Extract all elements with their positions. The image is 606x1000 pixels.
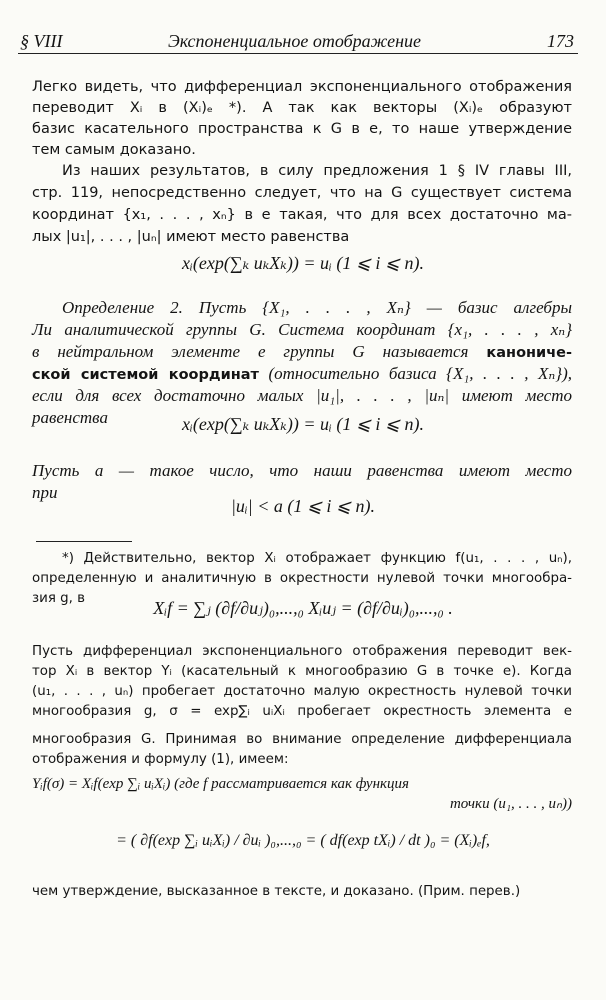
equation: Yᵢf(σ) = Xᵢf(exp ∑ᵢ uᵢXᵢ) (где f рассматривается как функция	[32, 776, 410, 792]
footnote-divider	[36, 541, 132, 542]
running-header	[18, 31, 578, 54]
footnote-line: тор Xᵢ в вектор Yᵢ (касательный к многообразию G в точке e). Когда	[32, 664, 572, 679]
chapter-title: Экспоненциальное отображение	[168, 31, 422, 51]
footnote-line: отображения и формулу (1), имеем:	[32, 752, 289, 767]
section-number: § VIII	[20, 31, 63, 51]
footnote-line: Пусть дифференциал экспоненциального отображения переводит век-	[32, 644, 572, 659]
footnote-line: *) Действительно, вектор Xᵢ отображает функцию f(u₁, . . . , uₙ),	[62, 551, 572, 566]
definition-line: Определение 2. Пусть {X₁, . . . , Xₙ} — базис алгебры	[62, 298, 572, 317]
definition-line: в нейтральном элементе e группы G называется канониче-	[32, 342, 573, 361]
footnote-line: зия g, в	[32, 591, 86, 606]
footnote-line: чем утверждение, высказанное в тексте, и доказано. (Прим. перев.)	[32, 884, 521, 899]
equation: |uᵢ| < a (1 ⩽ i ⩽ n).	[230, 496, 376, 516]
text-line: стр. 119, непосредственно следует, что на G существует система	[32, 185, 572, 201]
text-line: тем самым доказано.	[32, 142, 196, 158]
equation: = ( ∂f(exp ∑ᵢ uᵢXᵢ) / ∂uᵢ )₀,...,₀ = ( df(exp tXᵢ) / dt )₀ = (Xᵢ)ₑf,	[116, 832, 490, 849]
text-line: при	[32, 483, 58, 502]
definition-line: ской системой координат (относительно базиса {X₁, . . . , Xₙ}),	[32, 364, 573, 383]
equation: xᵢ(exp(∑ₖ uₖXₖ)) = uᵢ (1 ⩽ i ⩽ n).	[182, 414, 424, 434]
equation: точки (u₁, . . . , uₙ))	[449, 796, 572, 812]
text-line: координат {x₁, . . . , xₙ} в e такая, что для всех достаточно ма-	[32, 207, 572, 223]
text-line: базис касательного пространства к G в e, то наше утверждение	[32, 121, 572, 137]
definition-line: равенства	[32, 408, 108, 427]
equation: Xᵢf = ∑ⱼ (∂f/∂uⱼ)₀,...,₀ Xᵢuⱼ = (∂f/∂uᵢ)₀,...,₀ .	[153, 598, 453, 618]
text-line: Легко видеть, что дифференциал экспоненциального отображения	[32, 79, 572, 95]
footnote-line: многообразия G. Принимая во внимание определение дифференциала	[32, 732, 572, 747]
text-line: лых |u₁|, . . . , |uₙ| имеют место равенства	[32, 229, 350, 245]
text-line: Пусть a — такое число, что наши равенства имеют место	[32, 461, 572, 480]
definition-line: Ли аналитической группы G. Система координат {x₁, . . . , xₙ}	[32, 320, 572, 339]
text-line: Из наших результатов, в силу предложения 1 § IV главы III,	[62, 163, 572, 179]
footnote-line: (u₁, . . . , uₙ) пробегает достаточно малую окрестность нулевой точки	[32, 684, 572, 699]
footnote-line: многообразия g, σ = exp∑ᵢ uᵢXᵢ пробегает окрестность элемента e	[32, 704, 572, 719]
footnote-line: определенную и аналитичную в окрестности нулевой точки многообра-	[32, 571, 572, 586]
definition-line: если для всех достаточно малых |u₁|, . . . , |uₙ| имеют место	[32, 386, 572, 405]
equation: xᵢ(exp(∑ₖ uₖXₖ)) = uᵢ (1 ⩽ i ⩽ n).	[182, 253, 424, 273]
page-number: 173	[547, 31, 574, 51]
text-line: переводит Xᵢ в (Xᵢ)ₑ *). А так как векторы (Xᵢ)ₑ образуют	[32, 100, 572, 116]
